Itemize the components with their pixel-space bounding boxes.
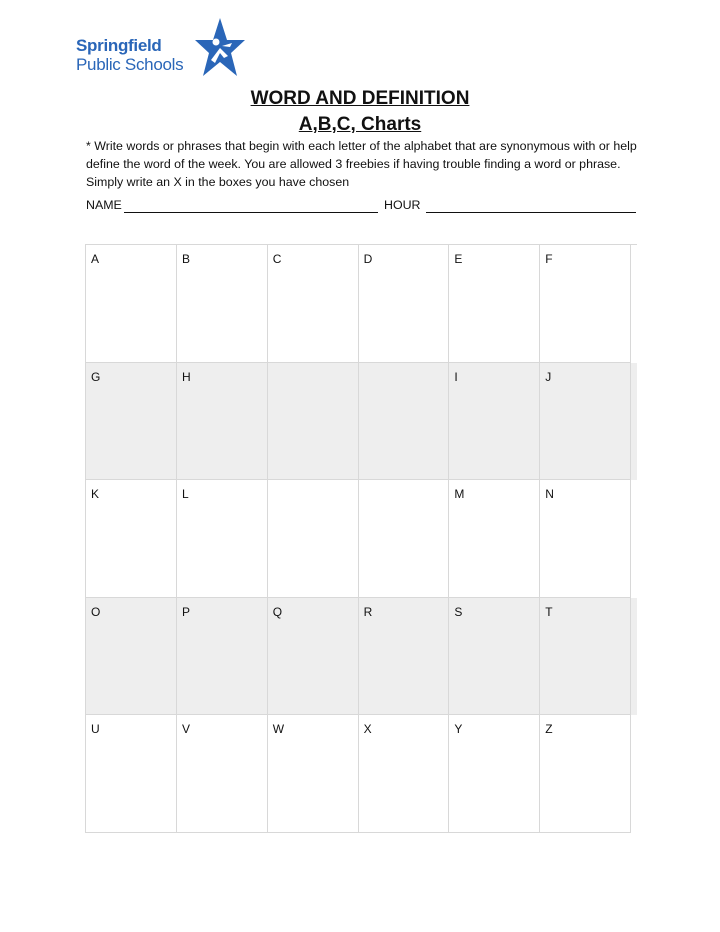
blank-cell[interactable] [359, 480, 450, 598]
hour-label: HOUR [384, 198, 421, 212]
blank-cell[interactable] [359, 363, 450, 481]
letter-cell-e[interactable]: E [449, 245, 540, 363]
letter-cell-o[interactable]: O [86, 598, 177, 716]
name-label: NAME [86, 198, 122, 212]
star-logo-icon [194, 16, 246, 82]
letter-cell-u[interactable]: U [86, 715, 177, 833]
letter-cell-s[interactable]: S [449, 598, 540, 716]
letter-cell-l[interactable]: L [177, 480, 268, 598]
page-title: WORD AND DEFINITION [250, 88, 470, 109]
page-subtitle: A,B,C, Charts [298, 114, 422, 135]
letter-cell-v[interactable]: V [177, 715, 268, 833]
grid-row [86, 363, 637, 481]
letter-cell-b[interactable]: B [177, 245, 268, 363]
letter-cell-z[interactable]: Z [540, 715, 631, 833]
grid-row [86, 715, 637, 833]
name-hour-row [86, 198, 638, 216]
letter-cell-j[interactable]: J [540, 363, 631, 481]
letter-cell-k[interactable]: K [86, 480, 177, 598]
letter-cell-a[interactable]: A [86, 245, 177, 363]
blank-cell[interactable] [268, 363, 359, 481]
abc-chart-grid [85, 244, 637, 833]
logo-line-1: Springfield [76, 36, 162, 55]
name-field[interactable] [124, 212, 378, 213]
grid-row [86, 480, 637, 598]
letter-cell-m[interactable]: M [449, 480, 540, 598]
school-logo [76, 16, 246, 82]
grid-row [86, 598, 637, 716]
letter-cell-n[interactable]: N [540, 480, 631, 598]
letter-cell-f[interactable]: F [540, 245, 631, 363]
blank-cell[interactable] [268, 480, 359, 598]
letter-cell-p[interactable]: P [177, 598, 268, 716]
letter-cell-x[interactable]: X [359, 715, 450, 833]
letter-cell-c[interactable]: C [268, 245, 359, 363]
letter-cell-t[interactable]: T [540, 598, 631, 716]
letter-cell-q[interactable]: Q [268, 598, 359, 716]
letter-cell-h[interactable]: H [177, 363, 268, 481]
letter-cell-w[interactable]: W [268, 715, 359, 833]
hour-field[interactable] [426, 212, 636, 213]
instructions-text: * Write words or phrases that begin with each letter of the alphabet that are synonymous with or help define the word of the week. You are allowed 3 freebies if having trouble finding a word or phrase. Simply write an X in the boxes you have chosen [86, 139, 637, 189]
grid-row [86, 245, 637, 363]
letter-cell-g[interactable]: G [86, 363, 177, 481]
letter-cell-d[interactable]: D [359, 245, 450, 363]
letter-cell-y[interactable]: Y [449, 715, 540, 833]
letter-cell-i[interactable]: I [449, 363, 540, 481]
letter-cell-r[interactable]: R [359, 598, 450, 716]
logo-line-2: Public Schools [76, 55, 184, 74]
